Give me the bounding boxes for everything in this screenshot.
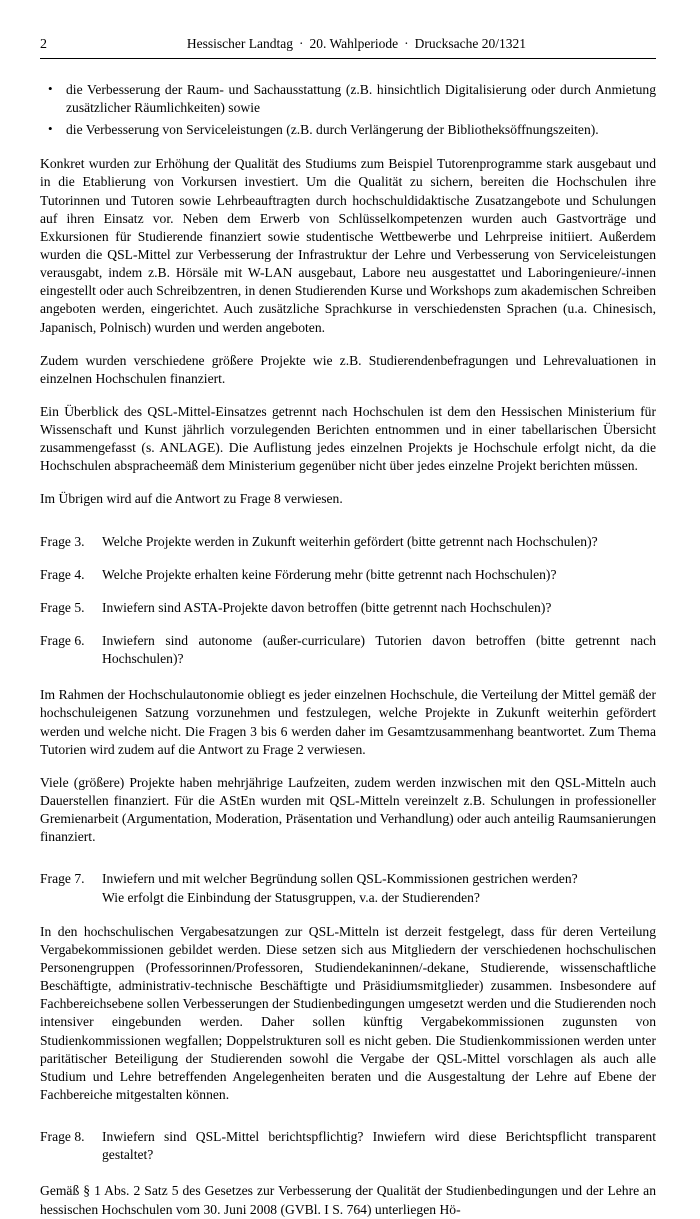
page-number: 2 (40, 37, 47, 52)
spacer (40, 677, 656, 686)
paragraph-2: Zudem wurden verschiedene größere Projekte wie z.B. Studierendenbefragungen und Lehrevaluationen in einzelnen Hochschulen finanziert. (40, 352, 656, 386)
question-8 (40, 1128, 656, 1164)
spacer (40, 1173, 656, 1182)
question-3-label: Frage 3. (40, 533, 85, 549)
question-7-label-spacer (40, 889, 102, 907)
question-7-line-1: Inwiefern und mit welcher Begründung sollen QSL-Kommissionen gestrichen werden? (102, 871, 578, 887)
paragraph-7: In den hochschulischen Vergabesatzungen zur QSL-Mitteln ist derzeit festgelegt, dass für deren Verteilung Vergabekommissionen gebildet werden. Diese setzen sich aus Mitgliedern der verschiedenen hochschulischen Personengruppen (Professorinnen/Professoren, Studiendekaninnen/-dekane, Studierende, wissenschaftliche Beschäftigte, administrativ-technische Beschäftigte und Präsidiumsmitglieder) zusammen. Insbesondere auf Fachbereichsebene sollen Verbesserungen der Studienbedingungen umgesetzt werden und die Studierenden noch intensiver eingebunden werden. Daher sollen künftig Vergabekommissionen zugunsten von Studienkommissionen wegfallen; Doppelstrukturen soll es nicht geben. Die Studienkommissionen werden unter paritätischer Beteiligung der Studierenden sowohl die Vergabe der QSL-Mittel vorschlagen als auch alle Studium und Lehre betreffenden Angelegenheiten beraten und die Ausgestaltung der Lehre auf Ebene der Fachbereiche mitgestalten können. (40, 923, 656, 1102)
spacer (40, 861, 656, 870)
question-3-text: Welche Projekte werden in Zukunft weiterhin gefördert (bitte getrennt nach Hochschulen)? (102, 533, 598, 549)
question-4 (40, 566, 656, 584)
question-4-text: Welche Projekte erhalten keine Förderung mehr (bitte getrennt nach Hochschulen)? (102, 566, 557, 582)
question-6-text: Inwiefern sind autonome (außer-curriculare) Tutorien davon betroffen (bitte getrennt nach Hochschulen)? (102, 633, 656, 667)
question-7-line-2: Wie erfolgt die Einbindung der Statusgruppen, v.a. der Studierenden? (102, 889, 480, 905)
paragraph-8: Gemäß § 1 Abs. 2 Satz 5 des Gesetzes zur Verbesserung der Qualität der Studienbedingungen und der Lehre an hessischen Hochschulen vom 30. Juni 2008 (GVBl. I S. 764) unterliegen Hö- (40, 1183, 656, 1217)
list-item: • die Verbesserung von Serviceleistungen (z.B. durch Verlängerung der Bibliotheksöffnungszeiten). (40, 121, 656, 139)
spacer (40, 1119, 656, 1128)
question-3 (40, 533, 656, 551)
question-8-text: Inwiefern sind QSL-Mittel berichtspflichtig? Inwiefern wird diese Berichtspflicht transparent gestaltet? (102, 1129, 656, 1163)
paragraph-3: Ein Überblick des QSL-Mittel-Einsatzes getrennt nach Hochschulen ist dem den Hessischen Ministerium für Wissenschaft und Kunst jährlich vorzulegenden Berichten entnommen und in einer tabellarischen Übersicht zusammengefasst (s. ANLAGE). Die Auflistung jedes einzelnen Projekts je Hochschule erfolgt nicht, da die Hochschulen abspracheemäß dem Ministerium gegenüber nicht über jedes einzelne Projekt berichten müssen. (40, 403, 656, 474)
question-6 (40, 632, 656, 668)
question-4-label: Frage 4. (40, 566, 85, 582)
paragraph-6: Viele (größere) Projekte haben mehrjährige Laufzeiten, zudem werden inzwischen mit den QSL-Mitteln auch Dauerstellen finanziert. Für die AStEn wurden mit QSL-Mitteln vereinzelt z.B. Schulungen in professioneller Gremienarbeit (Argumentation, Moderation, Präsentation und Verhandlung) oder auch anteilig Raumsanierungen finanziert. (40, 774, 656, 845)
header-separator-2: · (404, 36, 409, 51)
page-header (40, 36, 656, 59)
question-5 (40, 599, 656, 617)
spacer (40, 524, 656, 533)
list-item: • die Verbesserung der Raum- und Sachausstattung (z.B. hinsichtlich Digitalisierung oder durch Anmietung zusätzlicher Räumlichkeiten) sowie (40, 81, 656, 117)
question-7-label: Frage 7. (40, 871, 85, 887)
question-8-label: Frage 8. (40, 1129, 85, 1145)
question-5-label: Frage 5. (40, 599, 85, 615)
question-5-text: Inwiefern sind ASTA-Projekte davon betroffen (bitte getrennt nach Hochschulen)? (102, 599, 552, 615)
paragraph-1: Konkret wurden zur Erhöhung der Qualität des Studiums zum Beispiel Tutorenprogramme stark ausgebaut und in die Etablierung von Vorkursen investiert. Um die Qualität zu sichern, bereiten die Hochschulen ihre Tutorinnen und Tutoren sowie Lehrbeauftragten durch hochschuldidaktische Zusatzangebote und Schulungen auf ihren Einsatz vor. Neben dem Erwerb von Schlüsselkompetenzen wurden auch Gastvorträge und Exkursionen für Studierende finanziert sowie studentische Wettbewerbe und Lehrpreise initiiert. Außerdem wurden die QSL-Mittel zur Verbesserung der Infrastruktur der Lehre und Verbesserung von Serviceleistungen verausgabt, indem z.B. Hörsäle mit W-LAN ausgebaut, Labore neu ausgestattet und Laboringenieure/-innen eingestellt oder auch Schreibzentren, in denen Studierenden Kurse und Workshops zum akademischen Schreiben angeboten werden, eingerichtet. Auch zusätzliche Sprachkurse in verschiedensten Sprachen (u.a. Chinesisch, Japanisch, Polnisch) wurden und werden angeboten. (40, 156, 656, 335)
bullet-list (40, 81, 656, 139)
question-7 (40, 870, 656, 906)
question-6-label: Frage 6. (40, 633, 85, 649)
header-term: 20. Wahlperiode (309, 36, 399, 51)
paragraph-4: Im Übrigen wird auf die Antwort zu Frage 8 verwiesen. (40, 491, 343, 507)
header-parliament: Hessischer Landtag (186, 36, 294, 51)
header-document: Drucksache 20/1321 (414, 36, 526, 51)
header-title (187, 36, 656, 52)
paragraph-5: Im Rahmen der Hochschulautonomie obliegt es jeder einzelnen Hochschule, die Verteilung der Mittel gemäß der hochschuleigenen Satzung vorzunehmen und festzulegen, welche Projekte in Zukunft weiterhin gefördert werden und welche nicht. Die Fragen 3 bis 6 werden daher im Gesamtzusammenhang beantwortet. Zum Thema Tutorien wird zudem auf die Antwort zu Frage 2 verwiesen. (40, 687, 656, 757)
header-separator-1: · (299, 36, 304, 51)
